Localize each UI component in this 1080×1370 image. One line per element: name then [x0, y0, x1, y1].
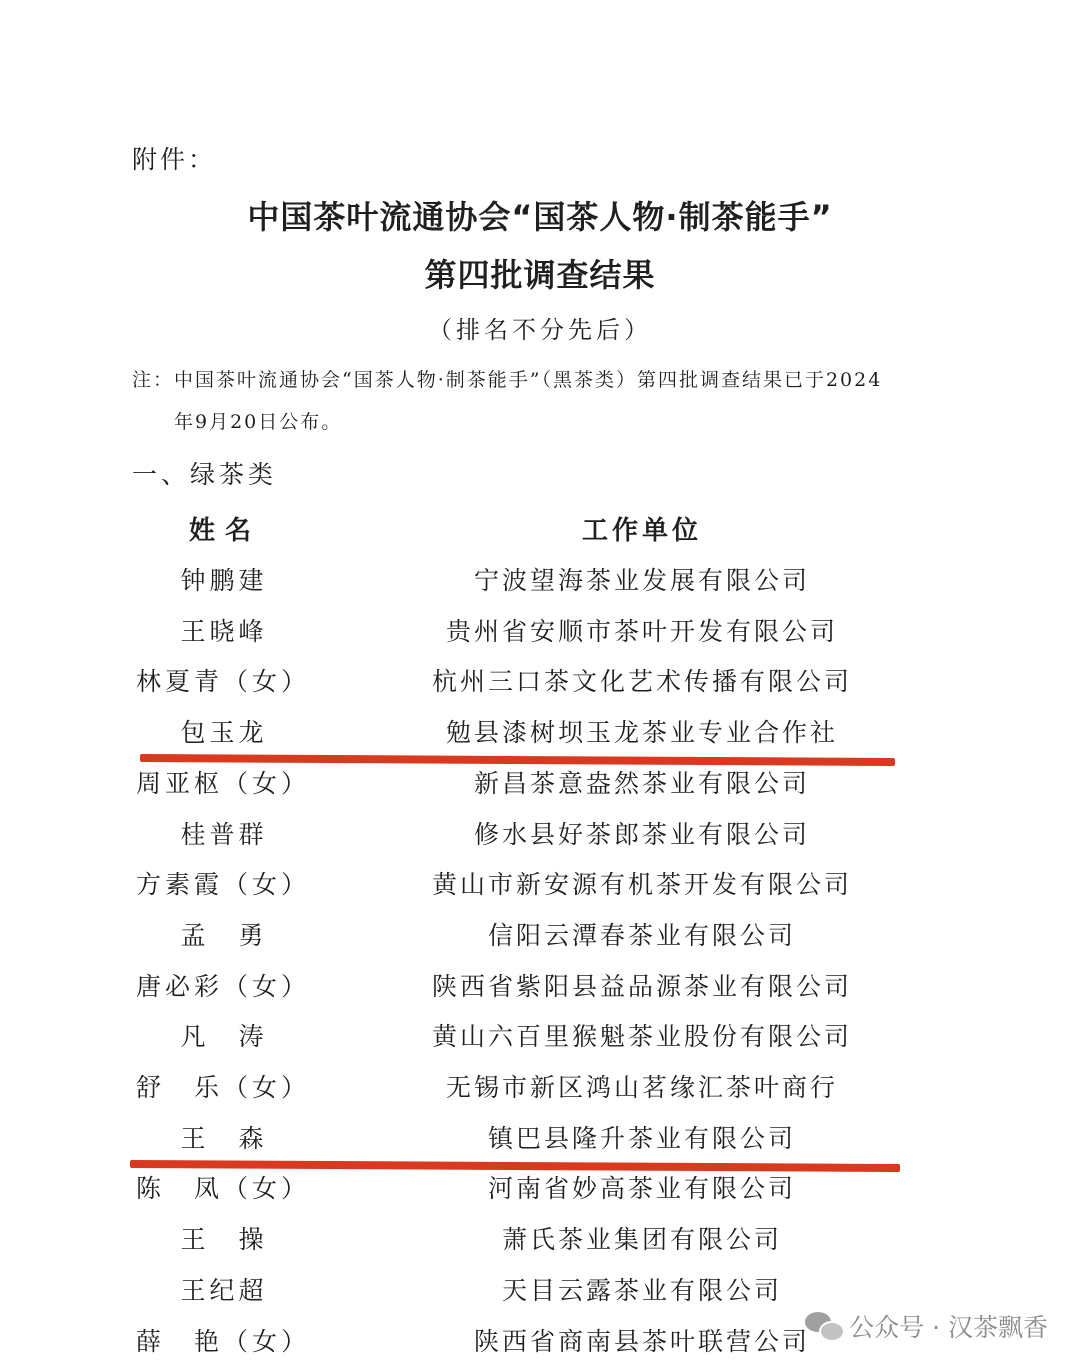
- row-unit: 信阳云潭春茶业有限公司: [487, 920, 796, 950]
- watermark-text: 公众号 · 汉茶飘香: [849, 1313, 1048, 1342]
- row-name: 林夏青（女）: [136, 667, 311, 697]
- table-row: [0, 962, 1080, 1012]
- table-row: [0, 759, 1080, 809]
- row-unit: 河南省妙高茶业有限公司: [487, 1174, 796, 1204]
- table-row: [0, 556, 1080, 606]
- wechat-icon: [805, 1312, 841, 1340]
- table-row: [0, 1012, 1080, 1062]
- row-unit: 萧氏茶业集团有限公司: [501, 1225, 782, 1255]
- row-name: 陈 凤（女）: [136, 1174, 311, 1204]
- table-row: [0, 860, 1080, 910]
- row-unit: 贵州省安顺市茶叶开发有限公司: [445, 616, 838, 646]
- document-title-line2: 第四批调查结果: [424, 256, 656, 294]
- table-row: [0, 607, 1080, 657]
- table-row: [0, 1215, 1080, 1265]
- watermark: [805, 1308, 1048, 1344]
- row-unit: 新昌茶意盎然茶业有限公司: [473, 768, 810, 798]
- row-name: 王纪超: [180, 1275, 268, 1305]
- row-name: 方素霞（女）: [136, 870, 311, 900]
- row-unit: 杭州三口茶文化艺术传播有限公司: [431, 667, 852, 697]
- row-unit: 镇巴县隆升茶业有限公司: [487, 1123, 796, 1153]
- row-name: 舒 乐（女）: [136, 1073, 311, 1102]
- row-name: 钟鹏建: [180, 566, 268, 595]
- table-header-name: 姓名: [188, 516, 261, 546]
- row-name: 王晓峰: [180, 616, 268, 646]
- row-name: 王 森: [180, 1123, 268, 1153]
- table-header-unit: 工作单位: [581, 516, 702, 546]
- row-name: 唐必彩（女）: [136, 971, 311, 1001]
- row-unit: 陕西省紫阳县益品源茶业有限公司: [431, 971, 852, 1001]
- table-row: [0, 1164, 1080, 1214]
- row-unit: 陕西省商南县茶叶联营公司: [473, 1326, 810, 1356]
- row-unit: 黄山市新安源有机茶开发有限公司: [431, 870, 852, 900]
- row-name: 桂普群: [180, 819, 268, 849]
- row-unit: 无锡市新区鸿山茗缘汇茶叶商行: [445, 1073, 838, 1102]
- table-row: [0, 657, 1080, 707]
- table-row: [0, 911, 1080, 961]
- row-name: 包玉龙: [180, 718, 268, 748]
- row-name: 薛 艳（女）: [136, 1326, 311, 1356]
- table-row: [0, 1114, 1080, 1164]
- row-unit: 宁波望海茶业发展有限公司: [473, 566, 810, 595]
- row-name: 凡 涛: [180, 1022, 268, 1052]
- row-name: 王 操: [180, 1225, 268, 1255]
- row-unit: 黄山六百里猴魁茶业股份有限公司: [431, 1022, 852, 1052]
- attachment-label: 附件：: [132, 145, 217, 174]
- row-unit: 修水县好茶郎茶业有限公司: [473, 819, 810, 849]
- table-row: [0, 810, 1080, 860]
- table-row: [0, 708, 1080, 758]
- row-name: 周亚枢（女）: [136, 768, 311, 798]
- table-row: [0, 1063, 1080, 1113]
- section-heading: 一、绿茶类: [132, 460, 278, 489]
- note-line1: 注：中国茶叶流通协会“国茶人物·制茶能手”（黑茶类）第四批调查结果已于2024: [132, 369, 883, 391]
- row-unit: 勉县漆树坝玉龙茶业专业合作社: [445, 718, 838, 748]
- row-name: 孟 勇: [180, 920, 268, 950]
- row-unit: 天目云露茶业有限公司: [501, 1275, 782, 1305]
- note-line2: 年9月20日公布。: [174, 411, 343, 433]
- document-title-line1: 中国茶叶流通协会“国茶人物·制茶能手”: [247, 198, 833, 236]
- document-subtitle: （排名不分先后）: [428, 316, 652, 344]
